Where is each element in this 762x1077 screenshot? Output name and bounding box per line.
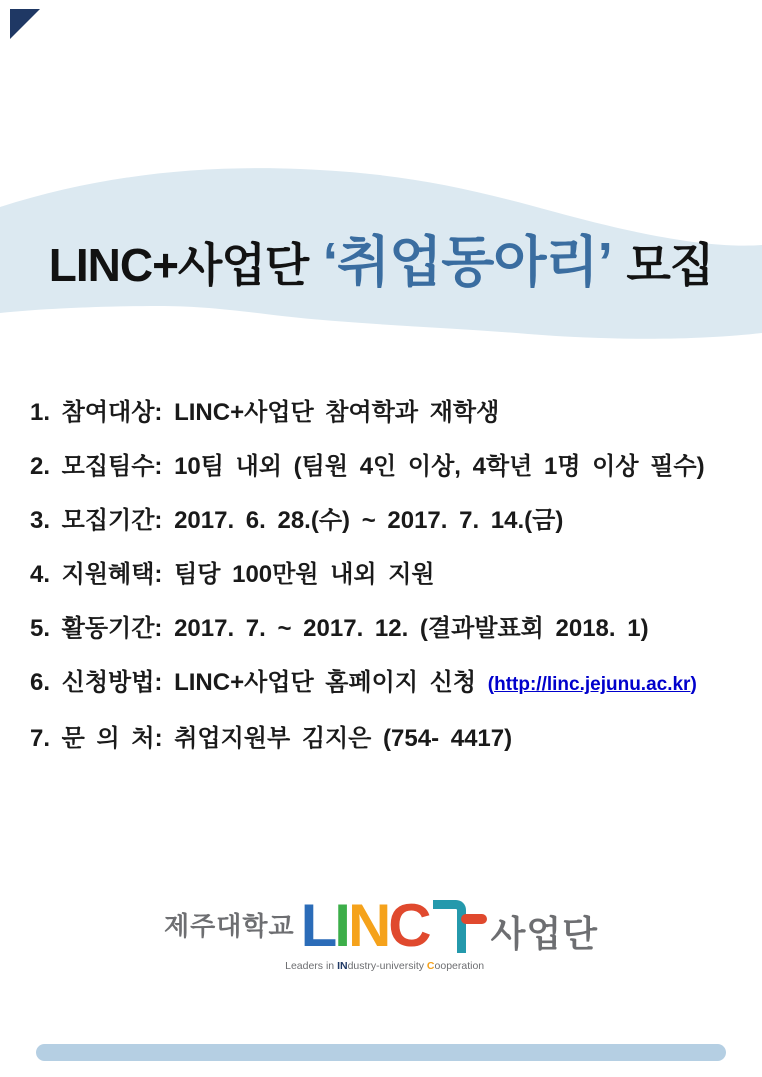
list-item-apply bbox=[30, 656, 740, 712]
logo-linc-letters bbox=[285, 892, 485, 972]
tagline-in: IN bbox=[337, 960, 348, 972]
logo-plus-icon bbox=[433, 900, 469, 950]
linc-logo bbox=[0, 892, 762, 972]
link-paren-close: ) bbox=[690, 674, 697, 695]
corner-triangle-shape bbox=[10, 9, 40, 39]
logo-tagline bbox=[285, 960, 484, 972]
info-list bbox=[30, 386, 740, 766]
list-item-target: 1. 참여대상: LINC+사업단 참여학과 재학생 bbox=[30, 399, 500, 426]
tagline-mid: dustry-university bbox=[347, 960, 427, 972]
title-part-recruit: 모집 bbox=[626, 239, 714, 291]
tagline-c: C bbox=[426, 960, 435, 972]
list-item-activity: 5. 활동기간: 2017. 7. ~ 2017. 12. (결과발표회 2018. 1) bbox=[30, 615, 649, 642]
tagline-end: ooperation bbox=[434, 960, 485, 972]
link-paren-open: ( bbox=[487, 674, 495, 695]
logo-suffix: 사업단 bbox=[490, 913, 598, 954]
logo-letter-l: L bbox=[300, 892, 335, 959]
logo-letter-n: N bbox=[347, 892, 389, 959]
plus-elbow-shape bbox=[433, 900, 466, 953]
logo-letter-c: C bbox=[388, 892, 429, 959]
list-item-benefit: 4. 지원혜택: 팀당 100만원 내외 지원 bbox=[30, 561, 435, 588]
tagline-pre: Leaders in bbox=[285, 960, 338, 972]
apply-text: 6. 신청방법: LINC+사업단 홈페이지 신청 bbox=[30, 669, 477, 696]
list-item-contact: 7. 문 의 처: 취업지원부 김지은 (754- 4417) bbox=[30, 725, 513, 752]
bottom-accent-bar bbox=[36, 1044, 726, 1061]
list-item-team-count: 2. 모집팀수: 10팀 내외 (팀원 4인 이상, 4학년 1명 이상 필수) bbox=[30, 453, 705, 480]
logo-letter-i: I bbox=[334, 892, 348, 959]
apply-link[interactable] bbox=[488, 674, 697, 695]
plus-dash-shape bbox=[461, 914, 487, 924]
logo-university-name: 제주대학교 bbox=[164, 911, 295, 941]
title-part-highlight: ‘취업동아리’ bbox=[322, 231, 612, 293]
title-part-org: LINC+사업단 bbox=[48, 239, 309, 291]
poster-title bbox=[0, 218, 762, 297]
corner-triangle-decoration bbox=[10, 9, 40, 39]
list-item-period: 3. 모집기간: 2017. 6. 28.(수) ~ 2017. 7. 14.(금) bbox=[30, 507, 564, 534]
link-url[interactable]: http://linc.jejunu.ac.kr bbox=[494, 674, 691, 695]
